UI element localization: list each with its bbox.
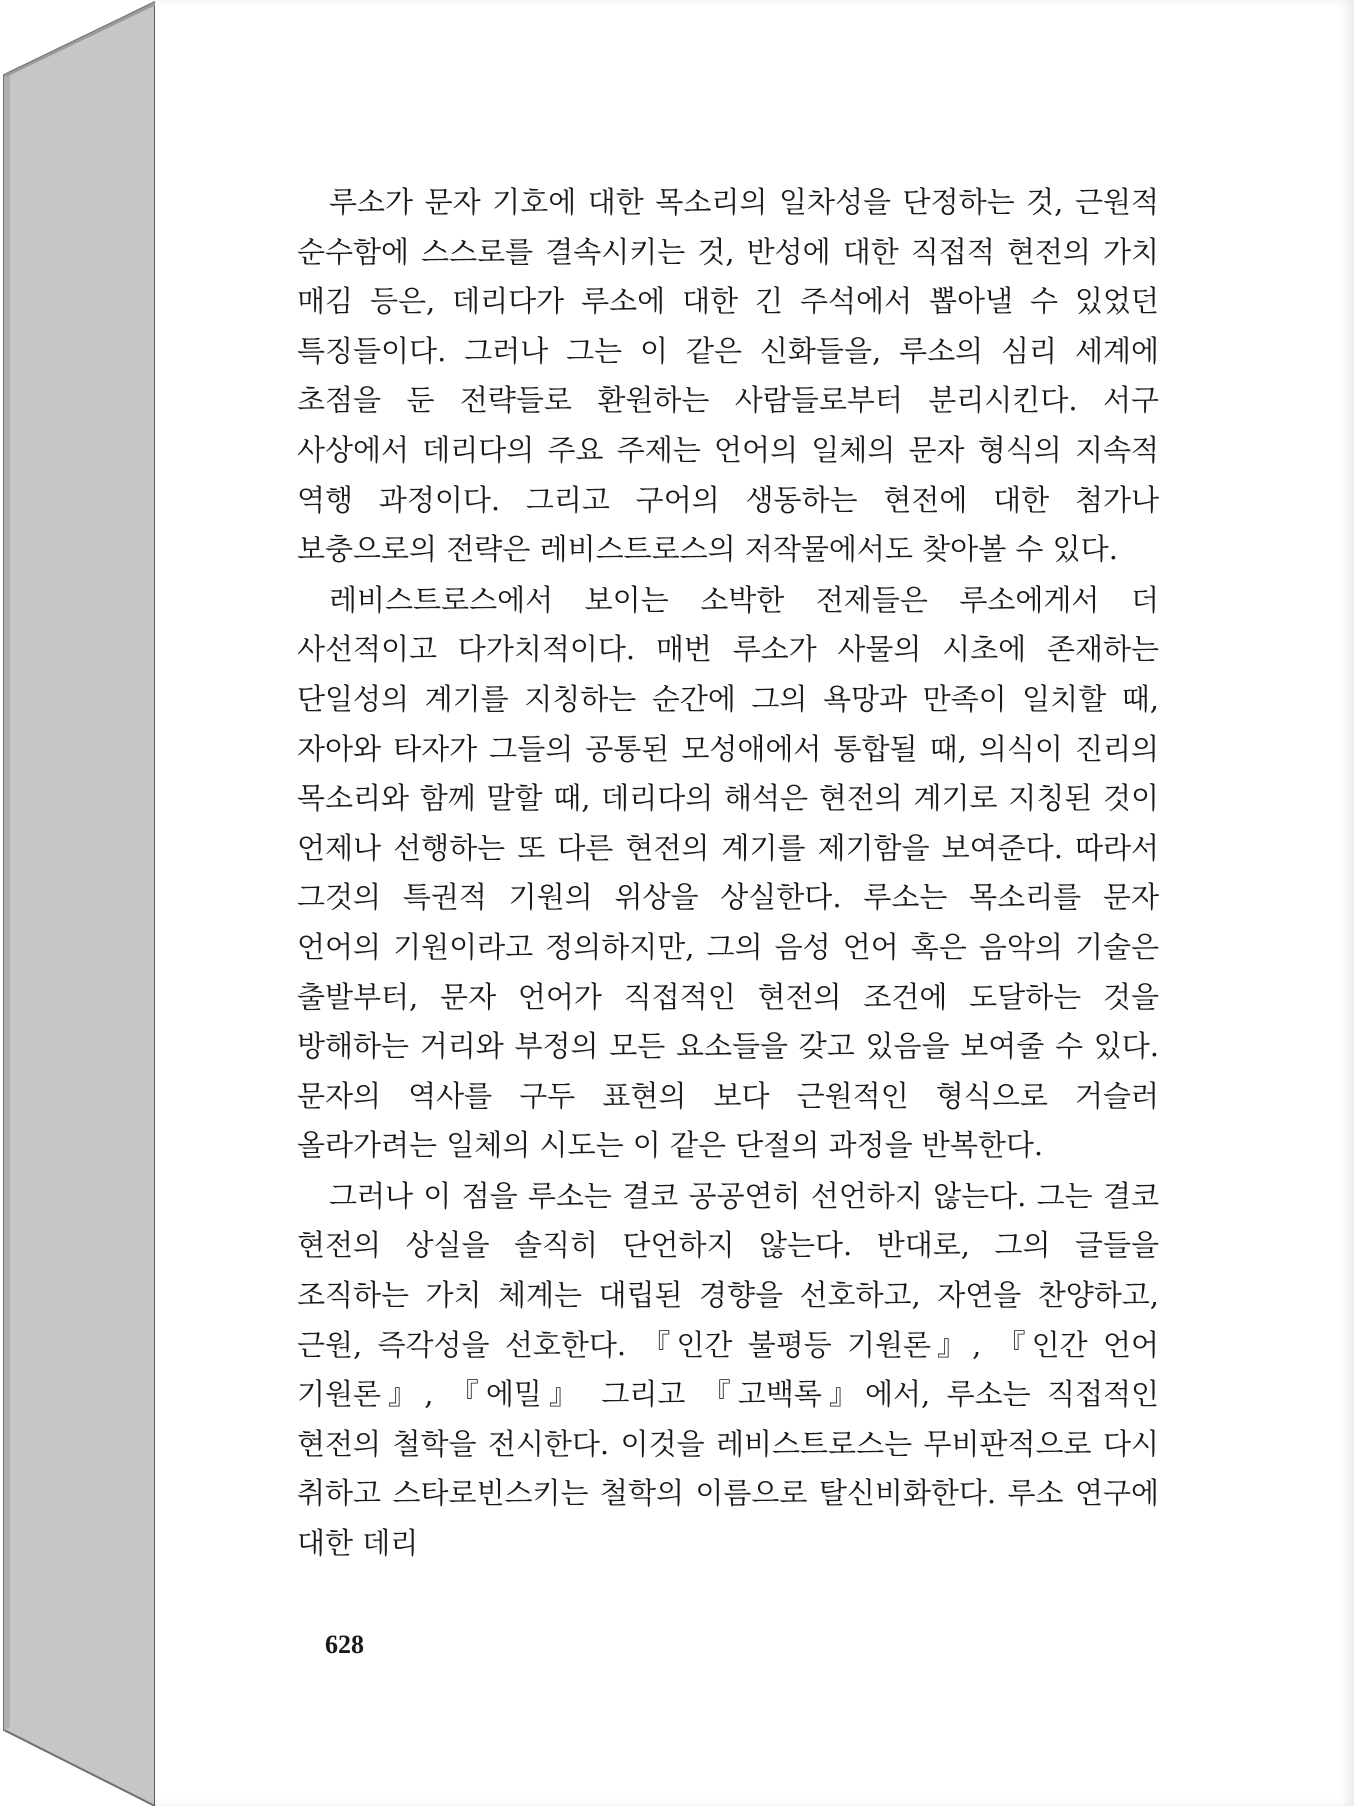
paragraph-1: 루소가 문자 기호에 대한 목소리의 일차성을 단정하는 것, 근원적 순수함에 스스로를 결속시키는 것, 반성에 대한 직접적 현전의 가치 매김 등은, 데리다가 루소에 대한 긴 주석에서 뽑아낼 수 있었던 특징들이다. 그러나 그는 이 같은 신화들을, 루소의 심리 세계에 초점을 둔 전략들로 환원하는 사람들로부터 분리시킨다. 서구 사상에서 데리다의 주요 주제는 언어의 일체의 문자 형식의 지속적 역행 과정이다. 그리고 구어의 생동하는 현전에 대한 첨가나 보충으로의 전략은 레비스트로스의 저작물에서도 찾아볼 수 있다. xyxy=(297,185,1159,567)
book-spine xyxy=(0,0,160,1806)
page-number: 628 xyxy=(325,1630,364,1659)
body-text xyxy=(297,178,1159,1570)
paragraph-2: 레비스트로스에서 보이는 소박한 전제들은 루소에게서 더 사선적이고 다가치적이다. 매번 루소가 사물의 시초에 존재하는 단일성의 계기를 지칭하는 순간에 그의 욕망과 만족이 일치할 때, 자아와 타자가 그들의 공통된 모성애에서 통합될 때, 의식이 진리의 목소리와 함께 말할 때, 데리다의 해석은 현전의 계기로 지칭된 것이 언제나 선행하는 또 다른 현전의 계기를 제기함을 보여준다. 따라서 그것의 특권적 기원의 위상을 상실한다. 루소는 목소리를 문자 언어의 기원이라고 정의하지만, 그의 음성 언어 혹은 음악의 기술은 출발부터, 문자 언어가 직접적인 현전의 조건에 도달하는 것을 방해하는 거리와 부정의 모든 요소들을 갖고 있음을 보여줄 수 있다. 문자의 역사를 구두 표현의 보다 근원적인 형식으로 거슬러 올라가려는 일체의 시도는 이 같은 단절의 과정을 반복한다. xyxy=(297,582,1159,1163)
book-page xyxy=(155,0,1354,1806)
paragraph-3: 그러나 이 점을 루소는 결코 공공연히 선언하지 않는다. 그는 결코 현전의 상실을 솔직히 단언하지 않는다. 반대로, 그의 글들을 조직하는 가치 체계는 대립된 경향을 선호하고, 자연을 찬양하고, 근원, 즉각성을 선호한다. 『인간 불평등 기원론』, 『인간 언어 기원론』, 『에밀』 그리고 『고백록』에서, 루소는 직접적인 현전의 철학을 전시한다. 이것을 레비스트로스는 무비판적으로 다시 취하고 스타로빈스키는 철학의 이름으로 탈신비화한다. 루소 연구에 대한 데리 xyxy=(297,1178,1159,1561)
